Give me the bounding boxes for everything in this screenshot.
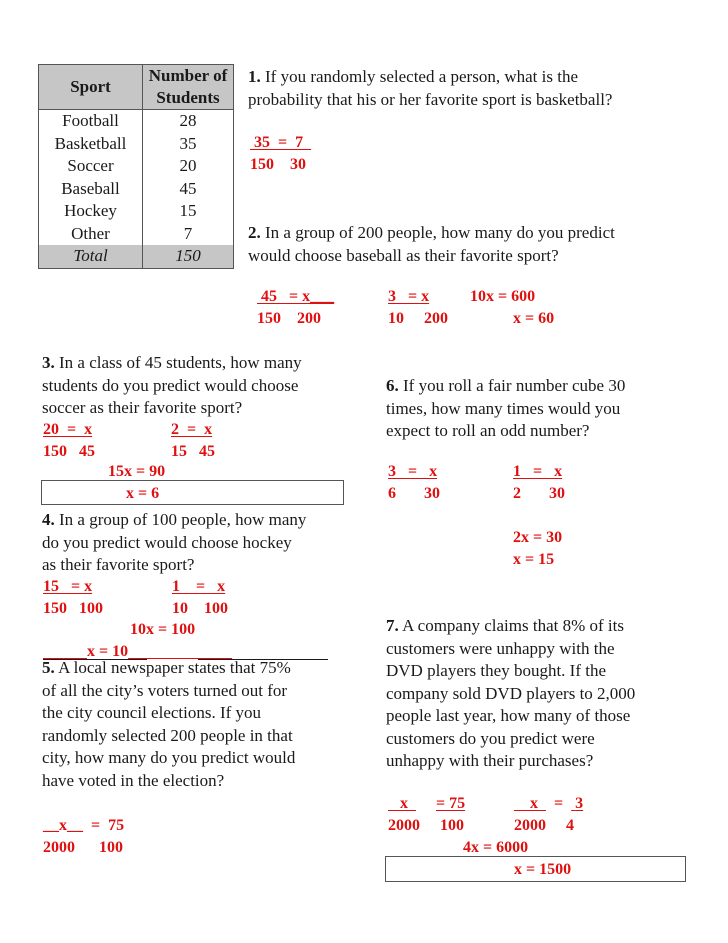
cell-count: 7	[143, 223, 234, 246]
table-row	[39, 133, 234, 156]
question-2: 2. In a group of 200 people, how many do you predict would choose baseball as their favorite sport?	[248, 223, 615, 265]
question-4: 4. In a group of 100 people, how many do you predict would choose hockey as their favorite sport?	[42, 510, 307, 574]
total-label: Total	[39, 245, 143, 268]
q1-work: 35 = 7 150 30	[250, 134, 312, 173]
cell-count: 45	[143, 178, 234, 201]
question-number: 5.	[42, 658, 55, 677]
q3-work-b: 2 = x 15 45	[171, 421, 215, 460]
question-5: 5. A local newspaper states that 75% of all the city’s voters turned out for the city council elections. If you randomly selected 200 people in that city, how many do you predict would have voted in the election?	[42, 658, 296, 790]
question-number: 3.	[42, 353, 55, 372]
question-7: 7. A company claims that 8% of its customers were unhappy with the DVD players they bought. If the company sold DVD players to 2,000 people last year, how many of those customers do you predict were unhappy with their purchases?	[386, 616, 636, 770]
header-sport: Sport	[39, 65, 143, 110]
q6-work-a: 3 = x 6 30	[388, 463, 440, 502]
q2-work-c: 10x = 600 x = 60	[470, 288, 555, 327]
cell-count: 35	[143, 133, 234, 156]
q4-answer: x = 10	[87, 643, 129, 660]
table-row	[39, 223, 234, 246]
cell-sport: Hockey	[39, 200, 143, 223]
cell-count: 20	[143, 155, 234, 178]
table-total-row	[39, 245, 234, 268]
sports-table	[38, 64, 234, 269]
q3-work-a: 20 = x 150 45	[43, 421, 95, 460]
question-number: 7.	[386, 616, 399, 635]
q6-answer: x = 15	[513, 551, 555, 568]
q3-work-c: 15x = 90	[108, 463, 166, 480]
question-6: 6. If you roll a fair number cube 30 times, how many times would you expect to roll an odd number?	[386, 376, 626, 440]
table-header-row	[39, 65, 234, 110]
q7-work-b: x = 3 2000 4	[514, 795, 584, 834]
q2-work-a: 45 = x___ 150 200	[257, 288, 335, 327]
table-row	[39, 110, 234, 133]
question-number: 1.	[248, 67, 261, 86]
table-row	[39, 155, 234, 178]
question-number: 6.	[386, 376, 399, 395]
question-1: 1. If you randomly selected a person, what is the probability that his or her favorite sport is basketball?	[248, 67, 613, 109]
q5-work: __x__ = 75 2000 100	[43, 817, 129, 856]
cell-sport: Soccer	[39, 155, 143, 178]
cell-sport: Basketball	[39, 133, 143, 156]
cell-count: 28	[143, 110, 234, 133]
q7-answer: x = 1500	[514, 861, 572, 878]
q7-work-a: x = 75 2000 100	[388, 795, 466, 834]
cell-sport: Other	[39, 223, 143, 246]
question-number: 2.	[248, 223, 261, 242]
q4-work-c: 10x = 100	[130, 621, 196, 638]
table-row	[39, 178, 234, 201]
q6-work-b: 1 = x 2 30	[513, 463, 565, 502]
q3-answer-box	[41, 480, 344, 505]
question-3: 3. In a class of 45 students, how many students do you predict would choose soccer as their favorite sport?	[42, 353, 302, 417]
header-number-of-students: Number of Students	[143, 65, 234, 110]
q3-answer: x = 6	[126, 485, 160, 502]
question-number: 4.	[42, 510, 55, 529]
cell-count: 15	[143, 200, 234, 223]
q2-work-b: 3 = x 10 200	[388, 288, 448, 327]
q4-work-a: 15 = x 150 100	[43, 578, 103, 617]
cell-sport: Baseball	[39, 178, 143, 201]
table-row	[39, 200, 234, 223]
q7-work-c: 4x = 6000	[463, 839, 529, 856]
q6-work-c: 2x = 30	[513, 529, 563, 546]
total-value: 150	[143, 245, 234, 268]
q4-work-b: 1 = x 10 100	[172, 578, 228, 617]
cell-sport: Football	[39, 110, 143, 133]
